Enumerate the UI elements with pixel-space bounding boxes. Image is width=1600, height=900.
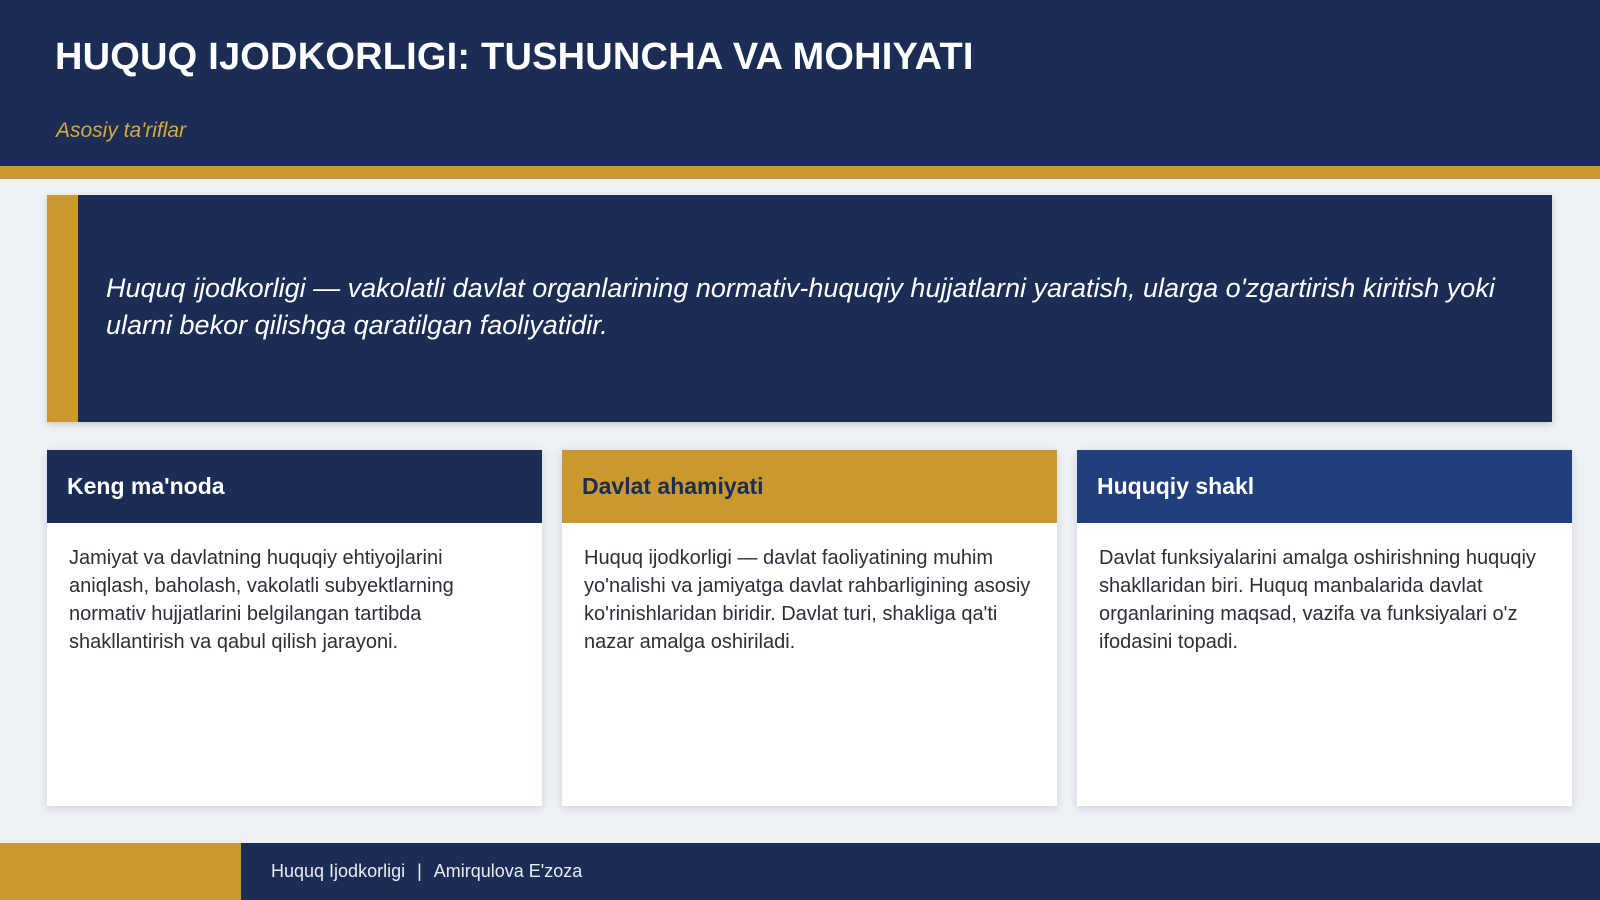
slide-footer xyxy=(0,843,1600,900)
card-title: Keng ma'noda xyxy=(47,450,542,523)
card-body: Jamiyat va davlatning huquqiy ehtiyojlarini aniqlash, baholash, vakolatli subyektlarning normativ hujjatlarini belgilangan tartibda shakllantirish va qabul qilish jarayoni. xyxy=(69,547,454,653)
definition-box xyxy=(47,195,1552,422)
card-davlat-ahamiyati xyxy=(562,450,1057,806)
footer-separator: | xyxy=(417,861,422,881)
footer-author: Amirqulova E'zoza xyxy=(433,861,583,881)
footer-accent-block xyxy=(0,843,241,900)
card-huquqiy-shakl xyxy=(1077,450,1572,806)
definition-text: Huquq ijodkorligi — vakolatli davlat organlarining normativ-huquqiy hujjatlarni yaratish, ularga o'zgartirish kiritish yoki ularni bekor qilishga qaratilgan faoliyatidir. xyxy=(106,273,1495,340)
card-title: Huquqiy shakl xyxy=(1077,450,1572,523)
slide-header xyxy=(0,0,1600,166)
footer-course: Huquq Ijodkorligi xyxy=(271,861,406,881)
slide-title: HUQUQ IJODKORLIGI: TUSHUNCHA VA MOHIYATI xyxy=(55,36,974,78)
card-body: Davlat funksiyalarini amalga oshirishning huquqiy shakllaridan biri. Huquq manbalarida davlat organlarining maqsad, vazifa va funksiyalari o'z ifodasini topadi. xyxy=(1099,547,1536,653)
header-divider xyxy=(0,166,1600,179)
footer-text xyxy=(271,843,582,900)
slide-subtitle: Asosiy ta'riflar xyxy=(56,119,187,142)
card-body: Huquq ijodkorligi — davlat faoliyatining muhim yo'nalishi va jamiyatga davlat rahbarligining asosiy ko'rinishlaridan biridir. Davlat turi, shakliga qa'ti nazar amalga oshiriladi. xyxy=(584,547,1031,653)
definition-accent-bar xyxy=(47,195,78,422)
card-keng-manoda xyxy=(47,450,542,806)
card-title: Davlat ahamiyati xyxy=(562,450,1057,523)
